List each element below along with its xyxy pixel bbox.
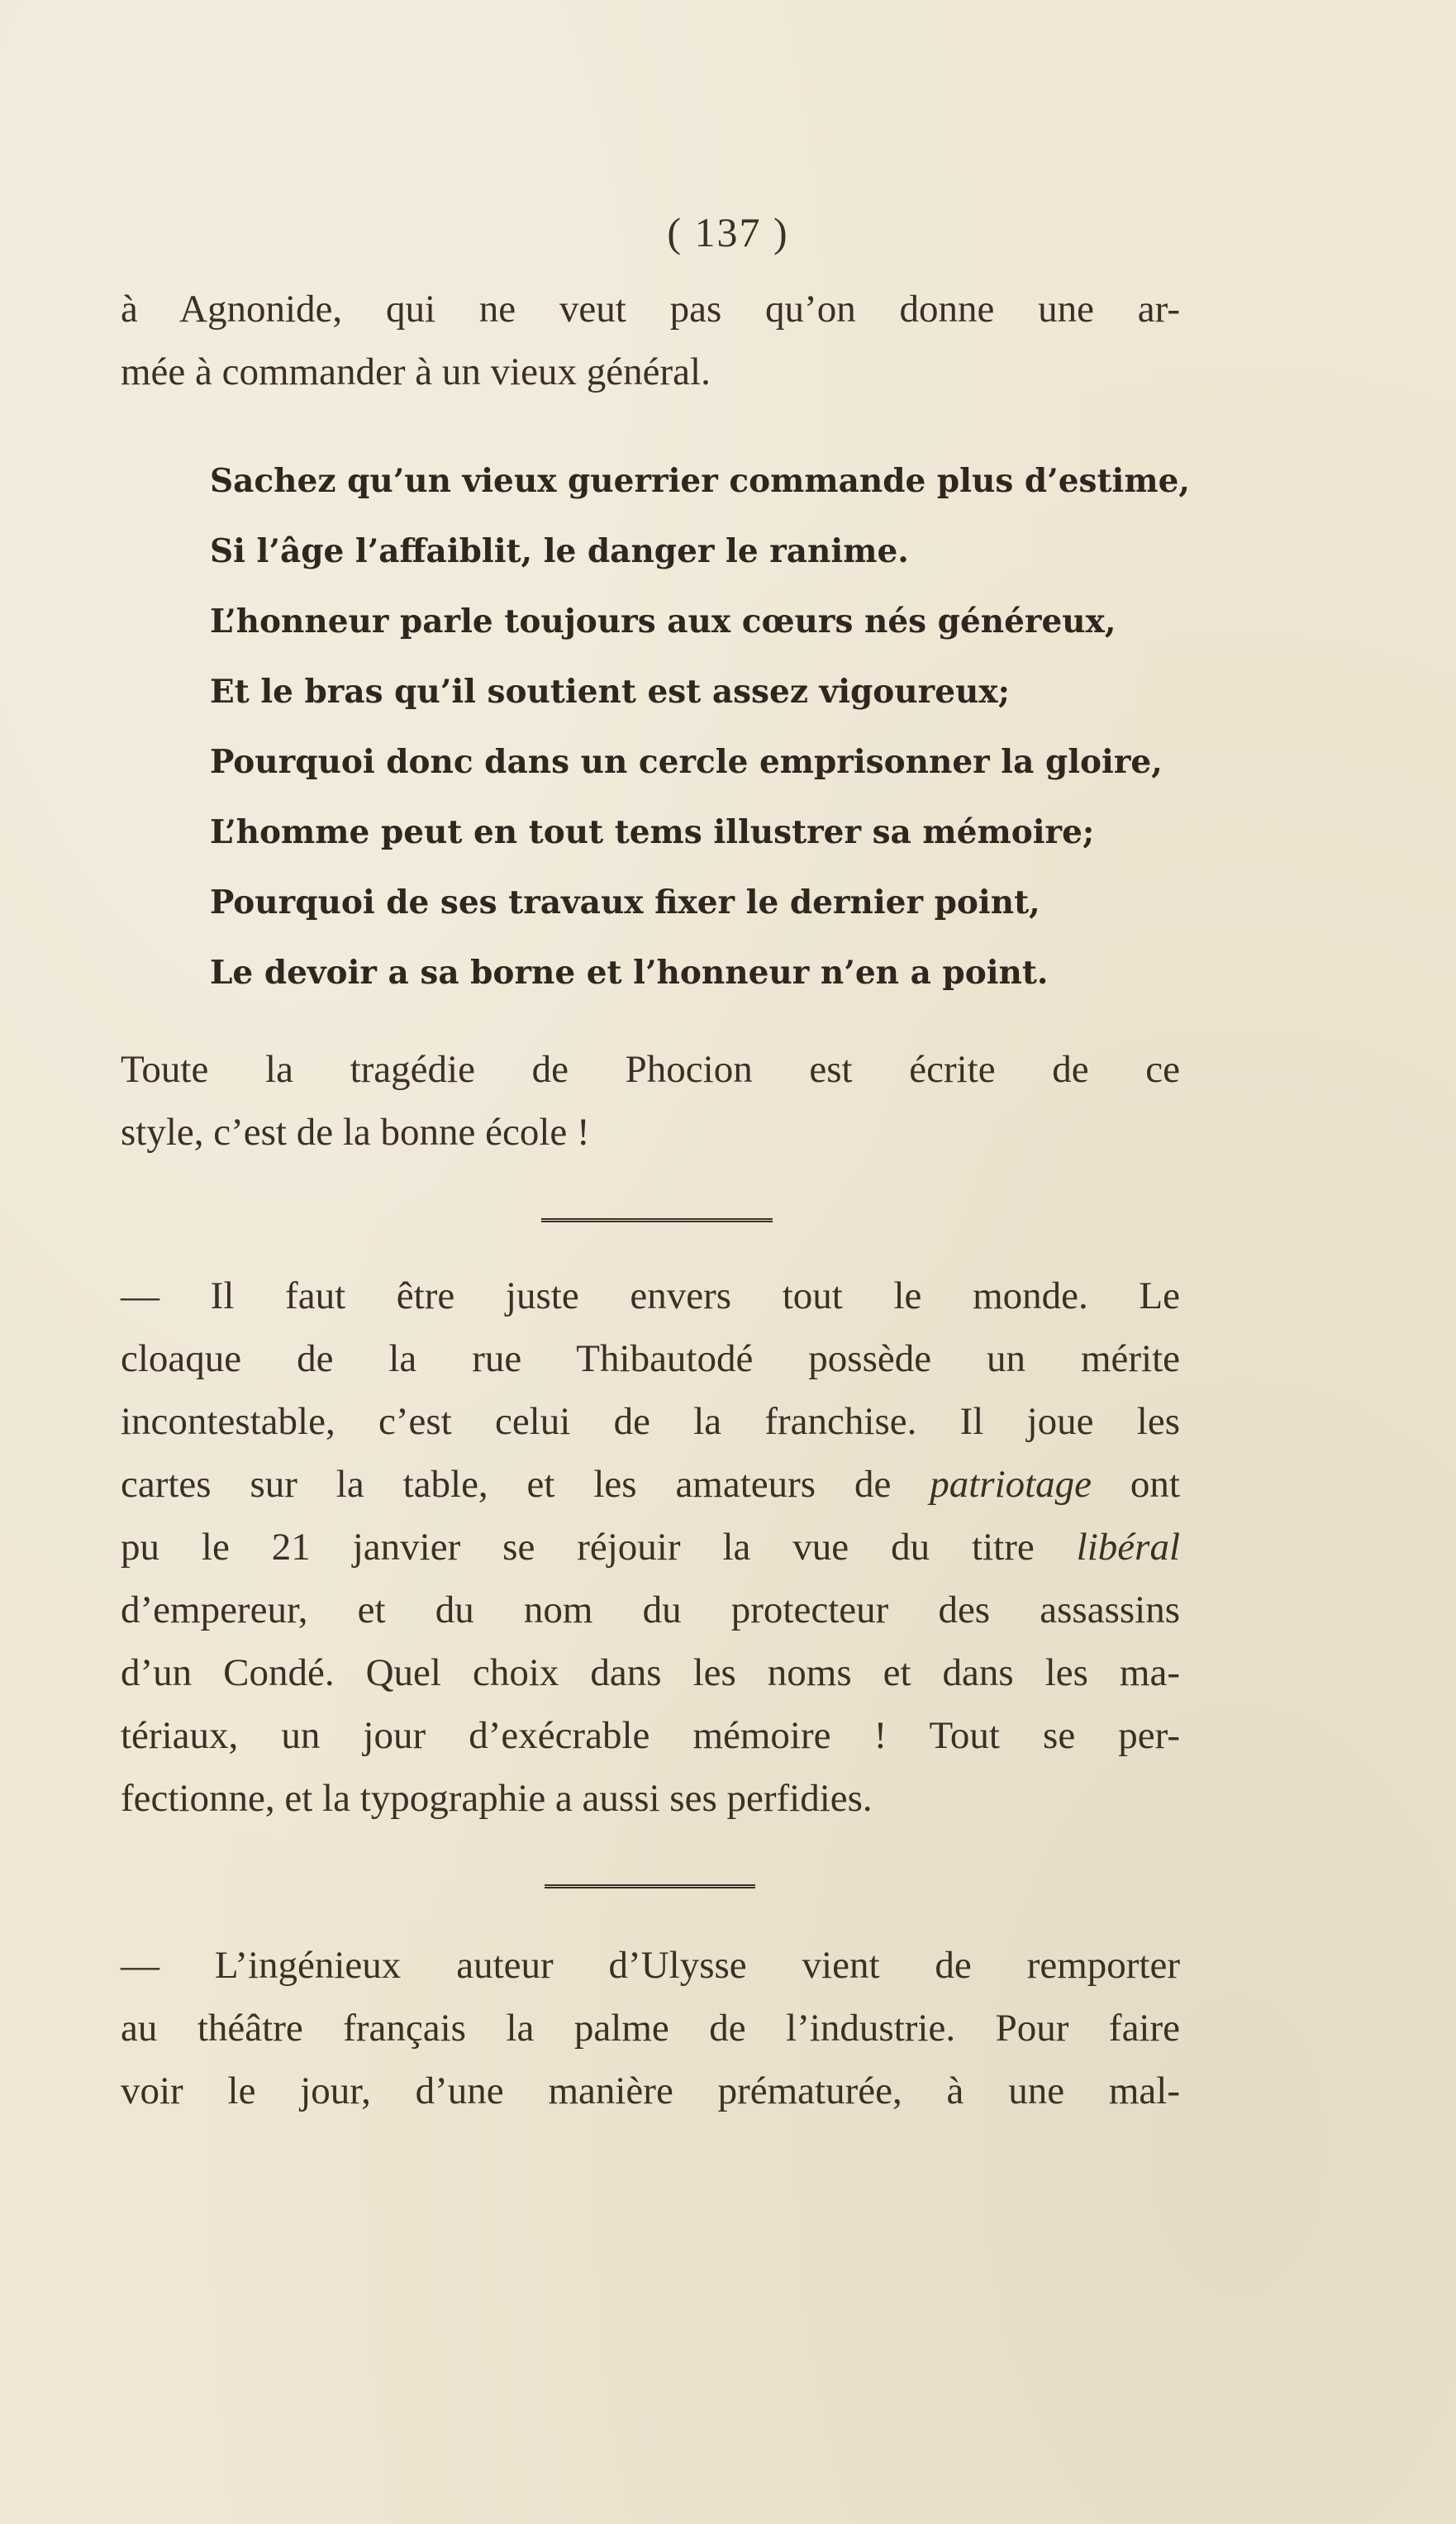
intro-paragraph [121,278,1180,403]
text-line: au théâtre français la palme de l’industrie. Pour faire [121,2007,1180,2050]
text-line: d’empereur, et du nom du protecteur des assassins [121,1588,1180,1631]
text-line: voir le jour, d’une manière prématurée, à une mal- [121,2069,1180,2112]
text-segment: cartes sur la table, et les amateurs de [121,1463,930,1506]
ulysse-paragraph [121,1934,1180,2122]
text-line: Toute la tragédie de Phocion est écrite de ce [121,1048,1180,1091]
text-segment: ont [1092,1463,1180,1506]
text-line: tériaux, un jour d’exécrable mémoire ! Tout se per- [121,1714,1180,1757]
text-line: — L’ingénieux auteur d’Ulysse vient de remporter [121,1944,1180,1987]
text-line [121,1453,1180,1516]
text-line [121,1516,1180,1579]
verse-line: L’honneur parle toujours aux cœurs nés généreux, [210,602,1116,641]
franchise-paragraph [121,1264,1180,1830]
text-line: style, c’est de la bonne école ! [121,1111,590,1154]
text-line: cloaque de la rue Thibautodé possède un mérite [121,1337,1180,1380]
verse-line: Le devoir a sa borne et l’honneur n’en a point. [210,954,1049,992]
text-line: d’un Condé. Quel choix dans les noms et dans les ma- [121,1651,1180,1694]
verse-line: Sachez qu’un vieux guerrier commande plus d’estime, [210,462,1190,500]
verse-line: Si l’âge l’affaiblit, le danger le ranime. [210,532,909,570]
text-segment: pu le 21 janvier se réjouir la vue du titre [121,1526,1077,1569]
page-number: ( 137 ) [667,209,789,255]
italic-term: patriotage [930,1463,1092,1506]
section-divider [545,1884,755,1888]
text-line: à Agnonide, qui ne veut pas qu’on donne une ar- [121,288,1180,331]
verse-line: Pourquoi de ses travaux fixer le dernier point, [210,883,1040,921]
text-line: — Il faut être juste envers tout le monde. Le [121,1274,1180,1317]
verse-line: Pourquoi donc dans un cercle emprisonner la gloire, [210,743,1163,781]
text-line: incontestable, c’est celui de la franchise. Il joue les [121,1400,1180,1443]
comment-paragraph [121,1038,1180,1164]
verse-quotation [210,446,1190,1008]
italic-term: libéral [1076,1526,1180,1569]
text-line: mée à commander à un vieux général. [121,350,711,393]
text-line: fectionne, et la typographie a aussi ses perfidies. [121,1777,873,1820]
verse-line: Et le bras qu’il soutient est assez vigoureux; [210,673,1011,711]
verse-line: L’homme peut en tout tems illustrer sa mémoire; [210,813,1095,851]
section-divider [541,1218,773,1222]
